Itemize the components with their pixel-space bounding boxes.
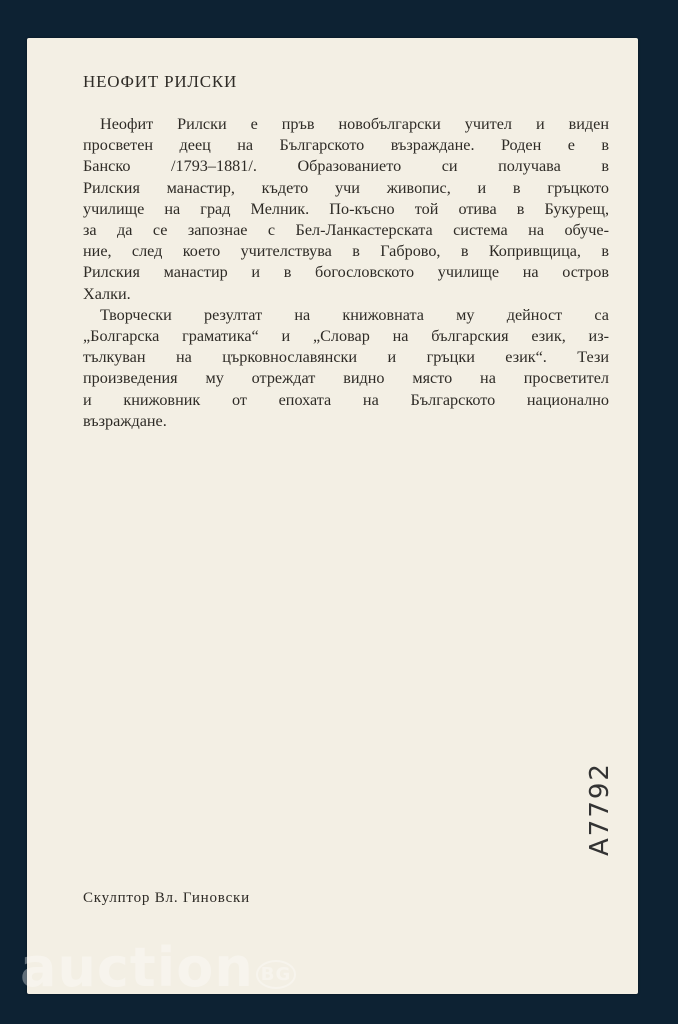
card-body	[83, 114, 609, 432]
text-line: Халки.	[83, 284, 131, 303]
text-line: Рилския манастир, където учи живопис, и в гръцкото	[83, 178, 609, 197]
watermark-text: auction	[20, 936, 254, 999]
card-title: НЕОФИТ РИЛСКИ	[83, 72, 238, 91]
text-line: произведения му отреждат видно място на просветител	[83, 369, 609, 388]
text-line: тълкуван на църковнославянски и гръцки език“. Тези	[83, 348, 609, 367]
text-line: Банско /1793–1881/. Образованието си получава в	[83, 157, 609, 176]
text-line: училище на град Мелник. По-късно той отива в Букурещ,	[83, 199, 609, 218]
text-line: за да се запознае с Бел-Ланкастерската система на обуче-	[83, 221, 609, 240]
text-line: ние, след което учителствува в Габрово, в Копривщица, в	[83, 242, 609, 261]
text-line: възраждане.	[83, 411, 167, 430]
sculptor-caption: Скулптор Вл. Гиновски	[83, 890, 250, 906]
auction-watermark	[20, 936, 296, 999]
handwritten-note: А7792	[585, 762, 615, 856]
paragraph-1	[83, 114, 609, 305]
watermark-suffix: BG	[256, 960, 297, 989]
text-line: Творчески резултат на книжовната му дейност са	[100, 305, 609, 324]
text-line: просветен деец на Българското възраждане. Роден е в	[83, 136, 609, 155]
text-line: и книжовник от епохата на Българското национално	[83, 390, 609, 409]
paragraph-2	[83, 305, 609, 432]
text-line: Рилския манастир и в богословското училище на остров	[83, 263, 609, 282]
text-line: „Болгарска граматика“ и „Словар на българския език, из-	[83, 327, 609, 346]
text-line: Неофит Рилски е пръв новобългарски учител и виден	[100, 115, 609, 133]
postcard-back	[27, 38, 638, 994]
